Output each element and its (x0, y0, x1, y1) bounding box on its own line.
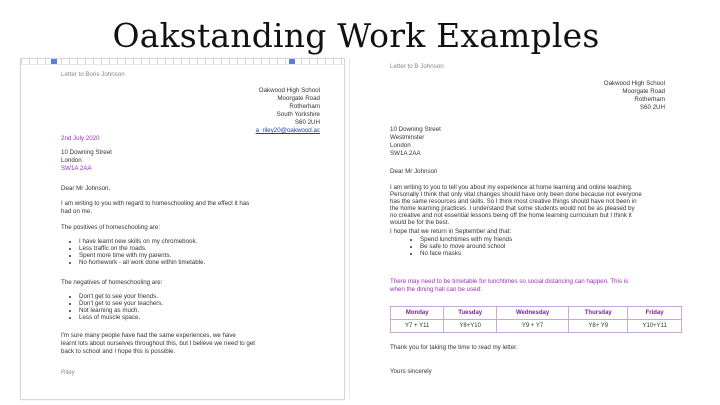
left-date: 2nd July 2020 (61, 135, 100, 142)
right-recipient-line-3: London (390, 142, 411, 149)
slide-title: Oakstanding Work Examples (112, 16, 600, 55)
list-item: • Spend lunchtimes with my friends (420, 236, 512, 243)
left-closing-line-2: learnt lots about ourselves throughout this, but I believe we need to get (61, 340, 255, 347)
left-school-line-3: Rotherham (289, 103, 320, 110)
left-letter-screenshot (20, 58, 345, 400)
list-item: • Not learning as much. (79, 307, 163, 314)
right-body-line-1: I am writing to you to tell you about my experience at home learning and online teaching. (390, 184, 633, 191)
right-thanks-line: Thank you for taking the time to read my letter. (390, 344, 518, 351)
list-item: • No homework - all work done within timetable. (79, 259, 205, 266)
table-header-cell: Monday (391, 307, 444, 320)
table-cell: Y8+Y10 (444, 320, 497, 333)
right-hope-line: I hope that we return in September and that: (390, 228, 512, 235)
ruler-right-margin-marker (289, 59, 295, 64)
left-letter-header: Letter to Boris Johnson (61, 71, 125, 78)
left-negatives-heading: The negatives of homeschooling are: (61, 279, 163, 286)
left-recipient-line-1: 10 Downing Street (61, 149, 112, 156)
left-school-line-5: S60 2UH (294, 119, 320, 126)
right-recipient-line-4: SW1A 2AA (390, 150, 421, 157)
list-item: • I have learnt new skills on my chromebook. (79, 238, 205, 245)
document-ruler (21, 59, 344, 65)
right-letter-screenshot (349, 58, 705, 398)
left-intro-line-1: I am writing to you with regard to homeschooling and the effect it has (61, 200, 250, 207)
left-school-line-4: South Yorkshire (276, 111, 320, 118)
right-greeting: Dear Mr Johnson (390, 168, 438, 175)
left-negatives-list (67, 293, 163, 321)
table-cell: Y10+Y11 (628, 320, 682, 333)
right-recipient-line-1: 10 Downing Street (390, 126, 441, 133)
right-body-line-6: would be for the best. (390, 219, 450, 226)
list-item: • Don't get to see your friends. (79, 293, 163, 300)
right-signoff: Yours sincerely (390, 368, 432, 375)
table-cell: Y8+ Y9 (569, 320, 628, 333)
right-recipient-line-2: Westminster (390, 134, 425, 141)
table-header-cell: Thursday (569, 307, 628, 320)
right-school-line-1: Oakwood High School (603, 80, 665, 87)
list-item: • Spent more time with my parents. (79, 252, 205, 259)
left-greeting: Dear Mr Johnson, (61, 185, 111, 192)
right-school-line-4: S60 2UH (639, 104, 665, 111)
left-closing-line-3: back to school and I hope this is possible. (61, 348, 176, 355)
left-recipient-line-3: SW1A 2AA (61, 165, 92, 172)
left-positives-list (67, 238, 205, 266)
table-cell: Y7 + Y11 (391, 320, 444, 333)
lunch-timetable (390, 306, 682, 333)
list-item: • No face masks (420, 250, 512, 257)
left-closing-line-1: I'm sure many people have had the same experiences, we have (61, 332, 236, 339)
left-school-line-2: Moorgate Road (277, 95, 320, 102)
left-recipient-line-2: London (61, 157, 82, 164)
table-header-row (391, 307, 682, 320)
left-school-line-1: Oakwood High School (258, 87, 320, 94)
list-item: • Less of muscle space. (79, 314, 163, 321)
left-intro-line-2: had on me. (61, 208, 92, 215)
right-body-line-3: has the same resources and skills. So I think most creative things should have not been in (390, 198, 637, 205)
right-purple-line-1: There may need to be timetable for lunchtimes so social distancing can happen. This is (390, 278, 629, 285)
table-header-cell: Wednesday (496, 307, 568, 320)
table-header-cell: Tuesday (444, 307, 497, 320)
ruler-left-margin-marker (51, 59, 57, 64)
table-cell: Y9 + Y7 (496, 320, 568, 333)
list-item: • Less traffic on the roads. (79, 245, 205, 252)
right-purple-line-2: when the dining hall can be used: (390, 286, 482, 293)
right-hopes-list (408, 236, 512, 257)
right-school-line-3: Rotherham (634, 96, 665, 103)
right-letter-header: Letter to B Johnson (390, 63, 444, 70)
table-header-cell: Friday (628, 307, 682, 320)
right-body-line-5: no creative and not essential lessons being off the home learning curriculum but I think it (390, 212, 632, 219)
right-school-line-2: Moorgate Road (622, 88, 665, 95)
list-item: • Don't get to see your teachers. (79, 300, 163, 307)
table-row (391, 320, 682, 333)
left-footer: Riley (61, 369, 75, 376)
left-email-link[interactable]: a_riley20@oakwood.ac (255, 127, 320, 134)
list-item: • Be safe to move around school (420, 243, 512, 250)
left-positives-heading: The positives of homeschooling are: (61, 224, 161, 231)
right-body-line-4: the home learning practices. I understand that some students would not be as pleased by (390, 205, 635, 212)
right-body-line-2: Personally I think that only vital changes should have only been done because not everyone (390, 191, 642, 198)
